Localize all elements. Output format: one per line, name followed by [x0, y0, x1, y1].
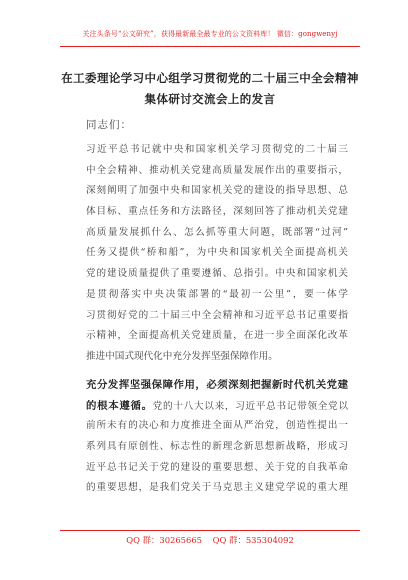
paragraph-line: 深刻阐明了加强中央和国家机关党的建设的指导思想、总: [86, 185, 348, 197]
paragraph-line: 近平总书记关于党的建设的重要思想、关于党的自我革命: [86, 461, 348, 473]
paragraph-line: 中全会精神、推动机关党建高质量发展作出的重要指示，: [86, 164, 348, 176]
document-title-line-2: 集体研讨交流会上的发言: [144, 92, 276, 106]
paragraph-text: 党的十八大以来，习近平总书记带领全党以: [152, 400, 348, 412]
bold-lead-sentence-end: 的根本遵循。: [86, 399, 153, 412]
header-banner: 关注头条号“公文研究”，获得最新最全最专业的公文资料库！ 微信：gongwenyj: [82, 30, 338, 38]
footer-divider: [60, 530, 360, 531]
paragraph-line: 系列具有原创性、标志性的新理念新思想新战略，形成习: [86, 441, 348, 453]
paragraph-2: [86, 375, 348, 499]
paragraph-line: 习近平总书记就中央和国家机关学习贯彻党的二十届三: [86, 144, 348, 155]
paragraph-line: [86, 375, 348, 396]
paragraph-line: 是贯彻落实中央决策部署的“最初一公里”，要一体学: [86, 288, 348, 300]
footer-qq-group-2: QQ 群：535304092: [212, 535, 294, 545]
paragraph-line: 前所未有的决心和力度推进全面从严治党，创造性提出一: [86, 420, 348, 432]
footer: [60, 534, 360, 546]
paragraph-line: [86, 396, 348, 417]
paragraph-line: 党的建设质量提供了重要遵循、总指引。中央和国家机关: [86, 268, 348, 280]
paragraph-line: 示精神，全面提高机关党建质量，在进一步全面深化改革: [86, 330, 348, 342]
paragraph-1: [86, 140, 348, 368]
salutation: 同志们：: [86, 119, 132, 131]
paragraph-line: 体目标、重点任务和方法路径，深刻回答了推动机关党建: [86, 206, 348, 218]
paragraph-line: 习贯彻好党的二十届三中全会精神和习近平总书记重要指: [86, 309, 348, 321]
paragraph-line: 任务又提供“桥和船”，为中央和国家机关全面提高机关: [86, 247, 348, 259]
paragraph-line: 的重要思想，是我们党关于马克思主义建党学说的重大理: [86, 482, 348, 494]
header-divider: [60, 46, 360, 47]
footer-qq-group-1: QQ 群：30265665: [126, 535, 202, 545]
paragraph-line: 高质量发展抓什么、怎么抓等重大问题，既部署“过河”: [86, 226, 348, 238]
document-title-line-1: 在工委理论学习中心组学习贯彻党的二十届三中全会精神: [61, 71, 359, 85]
paragraph-line: 推进中国式现代化中充分发挥坚强保障作用。: [86, 350, 278, 362]
bold-lead-sentence: 充分发挥坚强保障作用，必须深刻把握新时代机关党建: [86, 379, 348, 391]
